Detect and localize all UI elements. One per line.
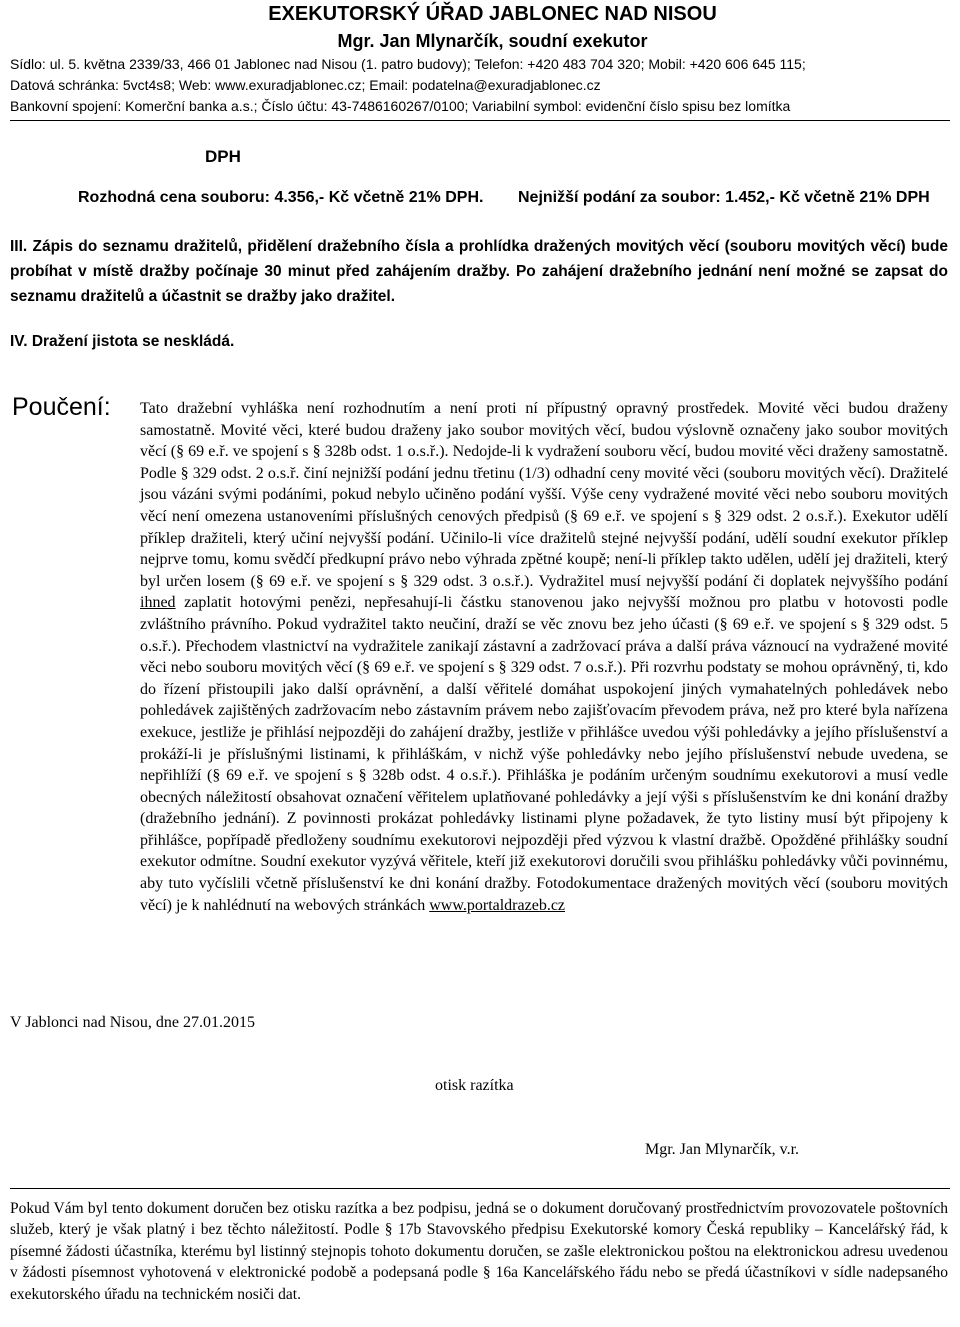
executor-name: Mgr. Jan Mlynarčík, soudní exekutor — [337, 31, 648, 51]
office-title: EXEKUTORSKÝ ÚŘAD JABLONEC NAD NISOU — [268, 3, 717, 25]
portal-link[interactable]: www.portaldrazeb.cz — [429, 896, 566, 914]
section-3-paragraph: III. Zápis do seznamu dražitelů, přidělení dražebního čísla a prohlídka dražených movitých věcí (souboru movitých věcí) bude probíhat v místě dražby počínaje 30 minut před zahájením dražby. Po zahájení dražebního jednání není možné se zapsat do seznamu dražitelů a účastnit se dražby jako dražitel. — [10, 238, 948, 305]
address-line: Sídlo: ul. 5. května 2339/33, 466 01 Jablonec nad Nisou (1. patro budovy); Telefon: +420 483 704 320; Mobil: +420 606 645 115; — [10, 56, 806, 72]
section-4-paragraph: IV. Dražení jistota se neskládá. — [10, 333, 235, 350]
footer-note: Pokud Vám byl tento dokument doručen bez otisku razítka a bez podpisu, jedná se o dokument doručovaný prostřednictvím provozovatele poštovních služeb, který je však platný i bez těchto náležitostí. Podle § 17b Stavovského předpisu Exekutorské komory Česká republiky – Kancelářský řád, k písemné žádosti účastníka, kterému byl listinný stejnopis tohoto dokumentu doručen, se zašle elektronickou poštou na elektronickou adresu uvedenou v žádosti písemnost vyhotovená v elektronické podobě a podepsaná podle § 16a Kancelářského řádu nebo se předá účastníkovi v sídle nadepsaného exekutorského úřadu na technickém nosiči dat. — [10, 1200, 948, 1303]
poucheni-text-part1: Tato dražební vyhláška není rozhodnutím a není proti ní přípustný opravný prostředek. Movité věci budou draženy samostatně. Movité věci, které budou draženy jako soubor movitých věcí, budou výslovně označeny jako soubor movitých věcí (§ 69 e.ř. ve spojení s § 328b odst. 1 o.s.ř.). Nedojde-li k vydražení souboru věcí, budou movité věci draženy samostatně. Podle § 329 odst. 2 o.s.ř. činí nejnižší podání jednu třetinu (1/3) odhadní ceny movité věci (souboru movitých věcí). Dražitelé jsou vázáni svými podáními, pokud nebylo učiněno podání vyšší. Výše ceny vydražené movité věci nebo souboru movitých věcí není omezena ustanoveními příslušných cenových předpisů (§ 69 e.ř. ve spojení s § 329 odst. 2 o.s.ř.). Exekutor udělí příklep dražiteli, který učiní nejvyšší podání. Učinilo-li více dražitelů stejné nejvyšší podání, udělí soudní exekutor příklep nejprve tomu, komu svědčí předkupní právo nebo výhrada zpětné koupě; není-li příklep takto udělen, udělí jej dražiteli, který byl určen losem (§ 69 e.ř. ve spojení s § 329 odst. 3 o.s.ř.). Vydražitel musí nejvyšší podání či doplatek nejvyššího podání — [140, 400, 948, 590]
poucheni-text-part2: zaplatit hotovými penězi, nepřesahují-li částku stanovenou jako nejvyšší možnou pro platbu v hotovosti podle zvláštního právního. Pokud vydražitel takto neučiní, draží se věc znovu bez jeho účasti (§ 69 e.ř. ve spojení s § 329 odst. 5 o.s.ř.). Přechodem vlastnictví na vydražitele zanikají zástavní a zadržovací práva a další práva váznoucí na vydražené movité věci nebo souboru movitých věcí (§ 69 e.ř. ve spojení s § 329 odst. 7 o.s.ř.). Při rozvrhu podstaty se mohou oprávněný, ti, kdo do řízení přistoupili jako další oprávnění, a další věřitelé domáhat uspokojení jiných vymahatelných pohledávek nebo pohledávek zajištěných zadržovacím nebo zástavním právem nebo zajišťovacím převodem práva, než pro které byla nařízena exekuce, jestliže je přihlásí nejpozději do zahájení dražby, jestliže v přihlášce uvedou výši pohledávky a jejího příslušenství a prokáží-li je příslušnými listinami, k přihláškám, v nichž výše pohledávky nebo jejího příslušenství nebude uvedena, se nepřihlíží (§ 69 e.ř. ve spojení s § 328b odst. 4 o.s.ř.). Přihláška je podáním určeným soudnímu exekutorovi a musí vedle obecných náležitostí obsahovat označení věřitelem uplatňované pohledávky a její výši s příslušenstvím ke dni konání dražby (dražebního jednání). Z povinnosti prokázat pohledávky listinami plyne požadavek, že tyto listiny musí být připojeny k přihlášce, popřípadě předloženy soudnímu exekutorovi nejpozději před výzvou k vlastní dražbě. Opožděné přihlášky soudní exekutor odmítne. Soudní exekutor vyzývá věřitele, kteří již exekutorovi doručili svou přihlášku pohledávky vůči povinnému, aby tuto vyčíslili včetně příslušenství ke dni konání dražby. Fotodokumentace dražených movitých věcí (souboru movitých věcí) je k nahlédnutí na webových stránkách — [140, 594, 949, 914]
letterhead — [10, 0, 950, 121]
contact-line: Datová schránka: 5vct4s8; Web: www.exuradjablonec.cz; Email: podatelna@exuradjablonec.cz — [10, 77, 601, 93]
decisive-price: Rozhodná cena souboru: 4.356,- Kč včetně 21% DPH. — [78, 189, 484, 206]
bank-line: Bankovní spojení: Komerční banka a.s.; Číslo účtu: 43-7486160267/0100; Variabilní symbol: evidenční číslo spisu bez lomítka — [10, 98, 791, 114]
footer-divider — [10, 1188, 950, 1189]
underlined-ihned: ihned — [140, 594, 176, 612]
date-line: V Jablonci nad Nisou, dne 27.01.2015 — [10, 1014, 256, 1031]
stamp-label: otisk razítka — [435, 1077, 514, 1094]
poucheni-text — [140, 398, 948, 916]
dph-label: DPH — [205, 147, 241, 166]
poucheni-heading: Poučení: — [12, 393, 111, 421]
signature: Mgr. Jan Mlynarčík, v.r. — [645, 1141, 800, 1158]
lowest-bid: Nejnižší podání za soubor: 1.452,- Kč včetně 21% DPH — [518, 189, 930, 206]
